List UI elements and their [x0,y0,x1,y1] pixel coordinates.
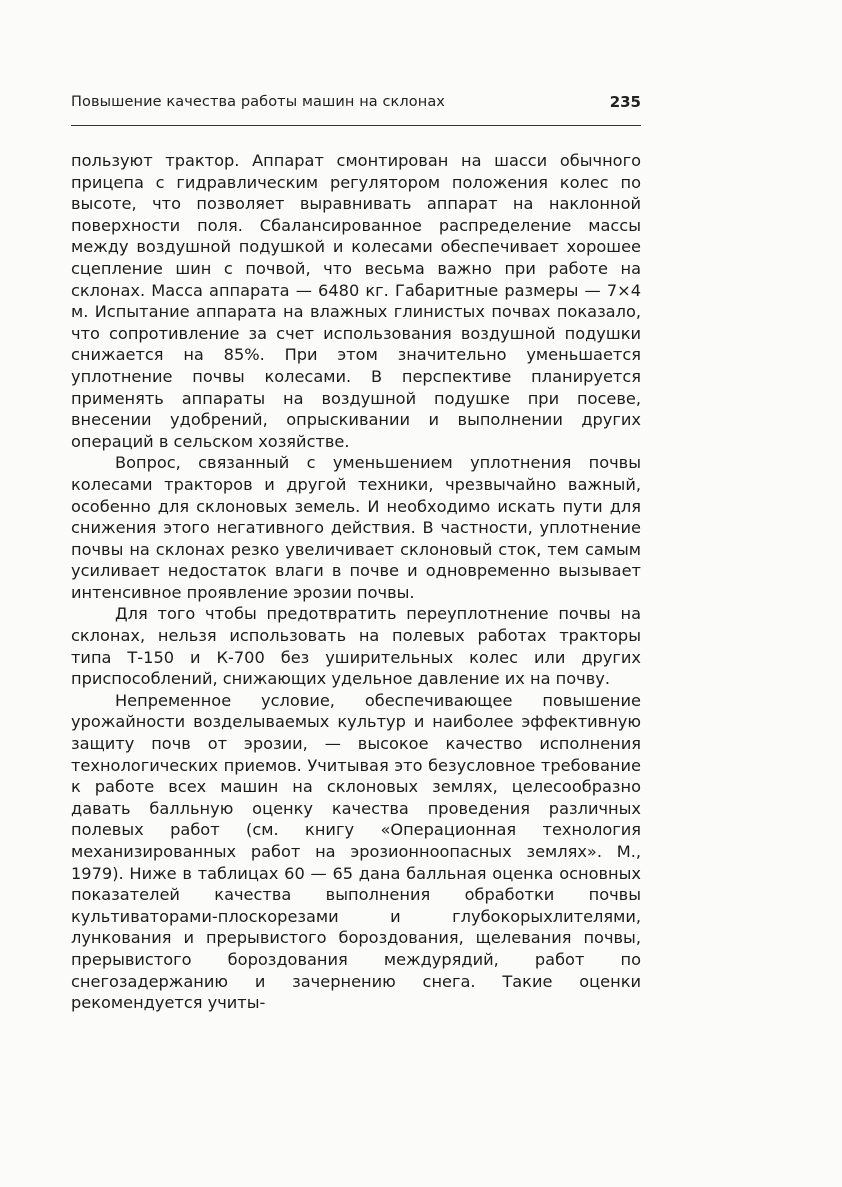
page-header [71,94,641,124]
paragraph-tractors: Для того чтобы предотвратить переуплотнение почвы на склонах, нельзя использовать на полевых работах тракторы типа Т-150 и К-700 без уширительных колес или других приспособлений, снижающих удельное давление их на почву. [71,604,641,689]
running-title: Повышение качества работы машин на склонах [71,94,445,110]
page-number: 235 [609,93,641,111]
paragraph-quality-assessment: Непременное условие, обеспечивающее повышение урожайности возделываемых культур и наиболее эффективную защиту почв от эрозии, — высокое качество исполнения технологических приемов. Учитывая это безусловное требование к работе всех машин на склоновых землях, целесообразно давать балльную оценку качества проведения различных полевых работ (см. книгу «Операционная технология механизированных работ на эрозионноопасных землях». М., 1979). Ниже в таблицах 60 — 65 дана балльная оценка основных показателей качества выполнения обработки почвы культиваторами-плоскорезами и глубокорыхлителями, лункования и прерывистого бороздования, щелевания почвы, прерывистого бороздования междурядий, работ по снегозадержанию и зачернению снега. Такие оценки рекомендуется учиты- [71,690,641,1013]
body-text [71,150,641,1014]
paragraph-continuation: пользуют трактор. Аппарат смонтирован на шасси обычного прицепа с гидравлическим регулятором положения колес по высоте, что позволяет выравнивать аппарат на наклонной поверхности поля. Сбалансированное распределение массы между воздушной подушкой и колесами обеспечивает хорошее сцепление шин с почвой, что весьма важно при работе на склонах. Масса аппарата — 6480 кг. Габаритные размеры — 7×4 м. Испытание аппарата на влажных глинистых почвах показало, что сопротивление за счет использования воздушной подушки снижается на 85%. При этом значительно уменьшается уплотнение почвы колесами. В перспективе планируется применять аппараты на воздушной подушке при посеве, внесении удобрений, опрыскивании и выполнении других операций в сельском хозяйстве. [71,151,641,451]
paragraph-soil-compaction: Вопрос, связанный с уменьшением уплотнения почвы колесами тракторов и другой техники, чрезвычайно важный, особенно для склоновых земель. И необходимо искать пути для снижения этого негативного действия. В частности, уплотнение почвы на склонах резко увеличивает склоновый сток, тем самым усиливает недостаток влаги в почве и одновременно вызывает интенсивное проявление эрозии почвы. [71,453,641,602]
header-rule [71,125,641,126]
